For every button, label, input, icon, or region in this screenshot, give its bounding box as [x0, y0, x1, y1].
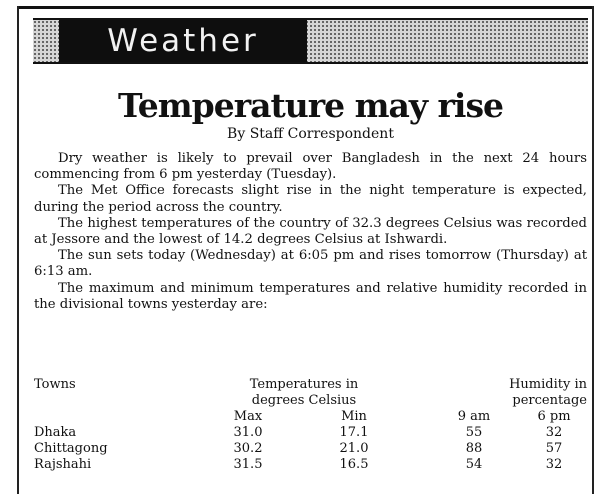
town-cell: Rajshahi: [34, 457, 92, 472]
min-cell: 17.1: [339, 425, 369, 440]
section-banner: [33, 18, 588, 64]
max-cell: 30.2: [233, 441, 263, 456]
table-header-row-2: [34, 393, 587, 409]
humidity-6pm-cell: 32: [545, 457, 563, 472]
town-cell: Dhaka: [34, 425, 77, 440]
table-row: [34, 425, 587, 441]
paragraph: Dry weather is likely to prevail over Bangladesh in the next 24 hours commencing from 6 pm yesterday (Tuesday).: [34, 151, 587, 183]
article-frame: [17, 6, 594, 494]
temperature-unit-header: degrees Celsius: [251, 393, 357, 408]
table-header-row-3: [34, 409, 587, 425]
max-column-header: Max: [233, 409, 263, 424]
humidity-6pm-cell: 57: [545, 441, 563, 456]
section-label: Weather: [59, 20, 307, 62]
humidity-9am-cell: 55: [465, 425, 483, 440]
6pm-column-header: 6 pm: [537, 409, 571, 424]
table-row: [34, 457, 587, 473]
humidity-9am-cell: 54: [465, 457, 483, 472]
min-column-header: Min: [341, 409, 367, 424]
min-cell: 21.0: [339, 441, 369, 456]
paragraph: The highest temperatures of the country of 32.3 degrees Celsius was recorded at Jessore and the lowest of 14.2 degrees Celsius at Ishwardi.: [34, 215, 587, 248]
top-rule: [19, 6, 592, 9]
table-header-row-1: [34, 377, 587, 393]
byline: By Staff Correspondent: [227, 126, 394, 142]
max-cell: 31.5: [233, 457, 263, 472]
humidity-6pm-cell: 32: [545, 425, 563, 440]
paragraph: The maximum and minimum temperatures and relative humidity recorded in the divisional towns yesterday are:: [34, 280, 587, 312]
humidity-header: Humidity in: [509, 377, 587, 392]
min-cell: 16.5: [339, 457, 369, 472]
9am-column-header: 9 am: [457, 409, 491, 424]
temperature-header: Temperatures in: [249, 377, 359, 392]
towns-header: Towns: [34, 377, 76, 392]
weather-table: [34, 377, 587, 473]
humidity-9am-cell: 88: [465, 441, 483, 456]
town-cell: Chittagong: [34, 441, 108, 456]
humidity-unit-header: percentage: [512, 393, 587, 408]
paragraph: The Met Office forecasts slight rise in the night temperature is expected, during the period across the country.: [34, 183, 587, 215]
table-row: [34, 441, 587, 457]
max-cell: 31.0: [233, 425, 263, 440]
article-body: [34, 151, 587, 313]
headline: Temperature may rise: [117, 86, 504, 125]
paragraph: The sun sets today (Wednesday) at 6:05 pm and rises tomorrow (Thursday) at 6:13 am.: [34, 248, 587, 280]
